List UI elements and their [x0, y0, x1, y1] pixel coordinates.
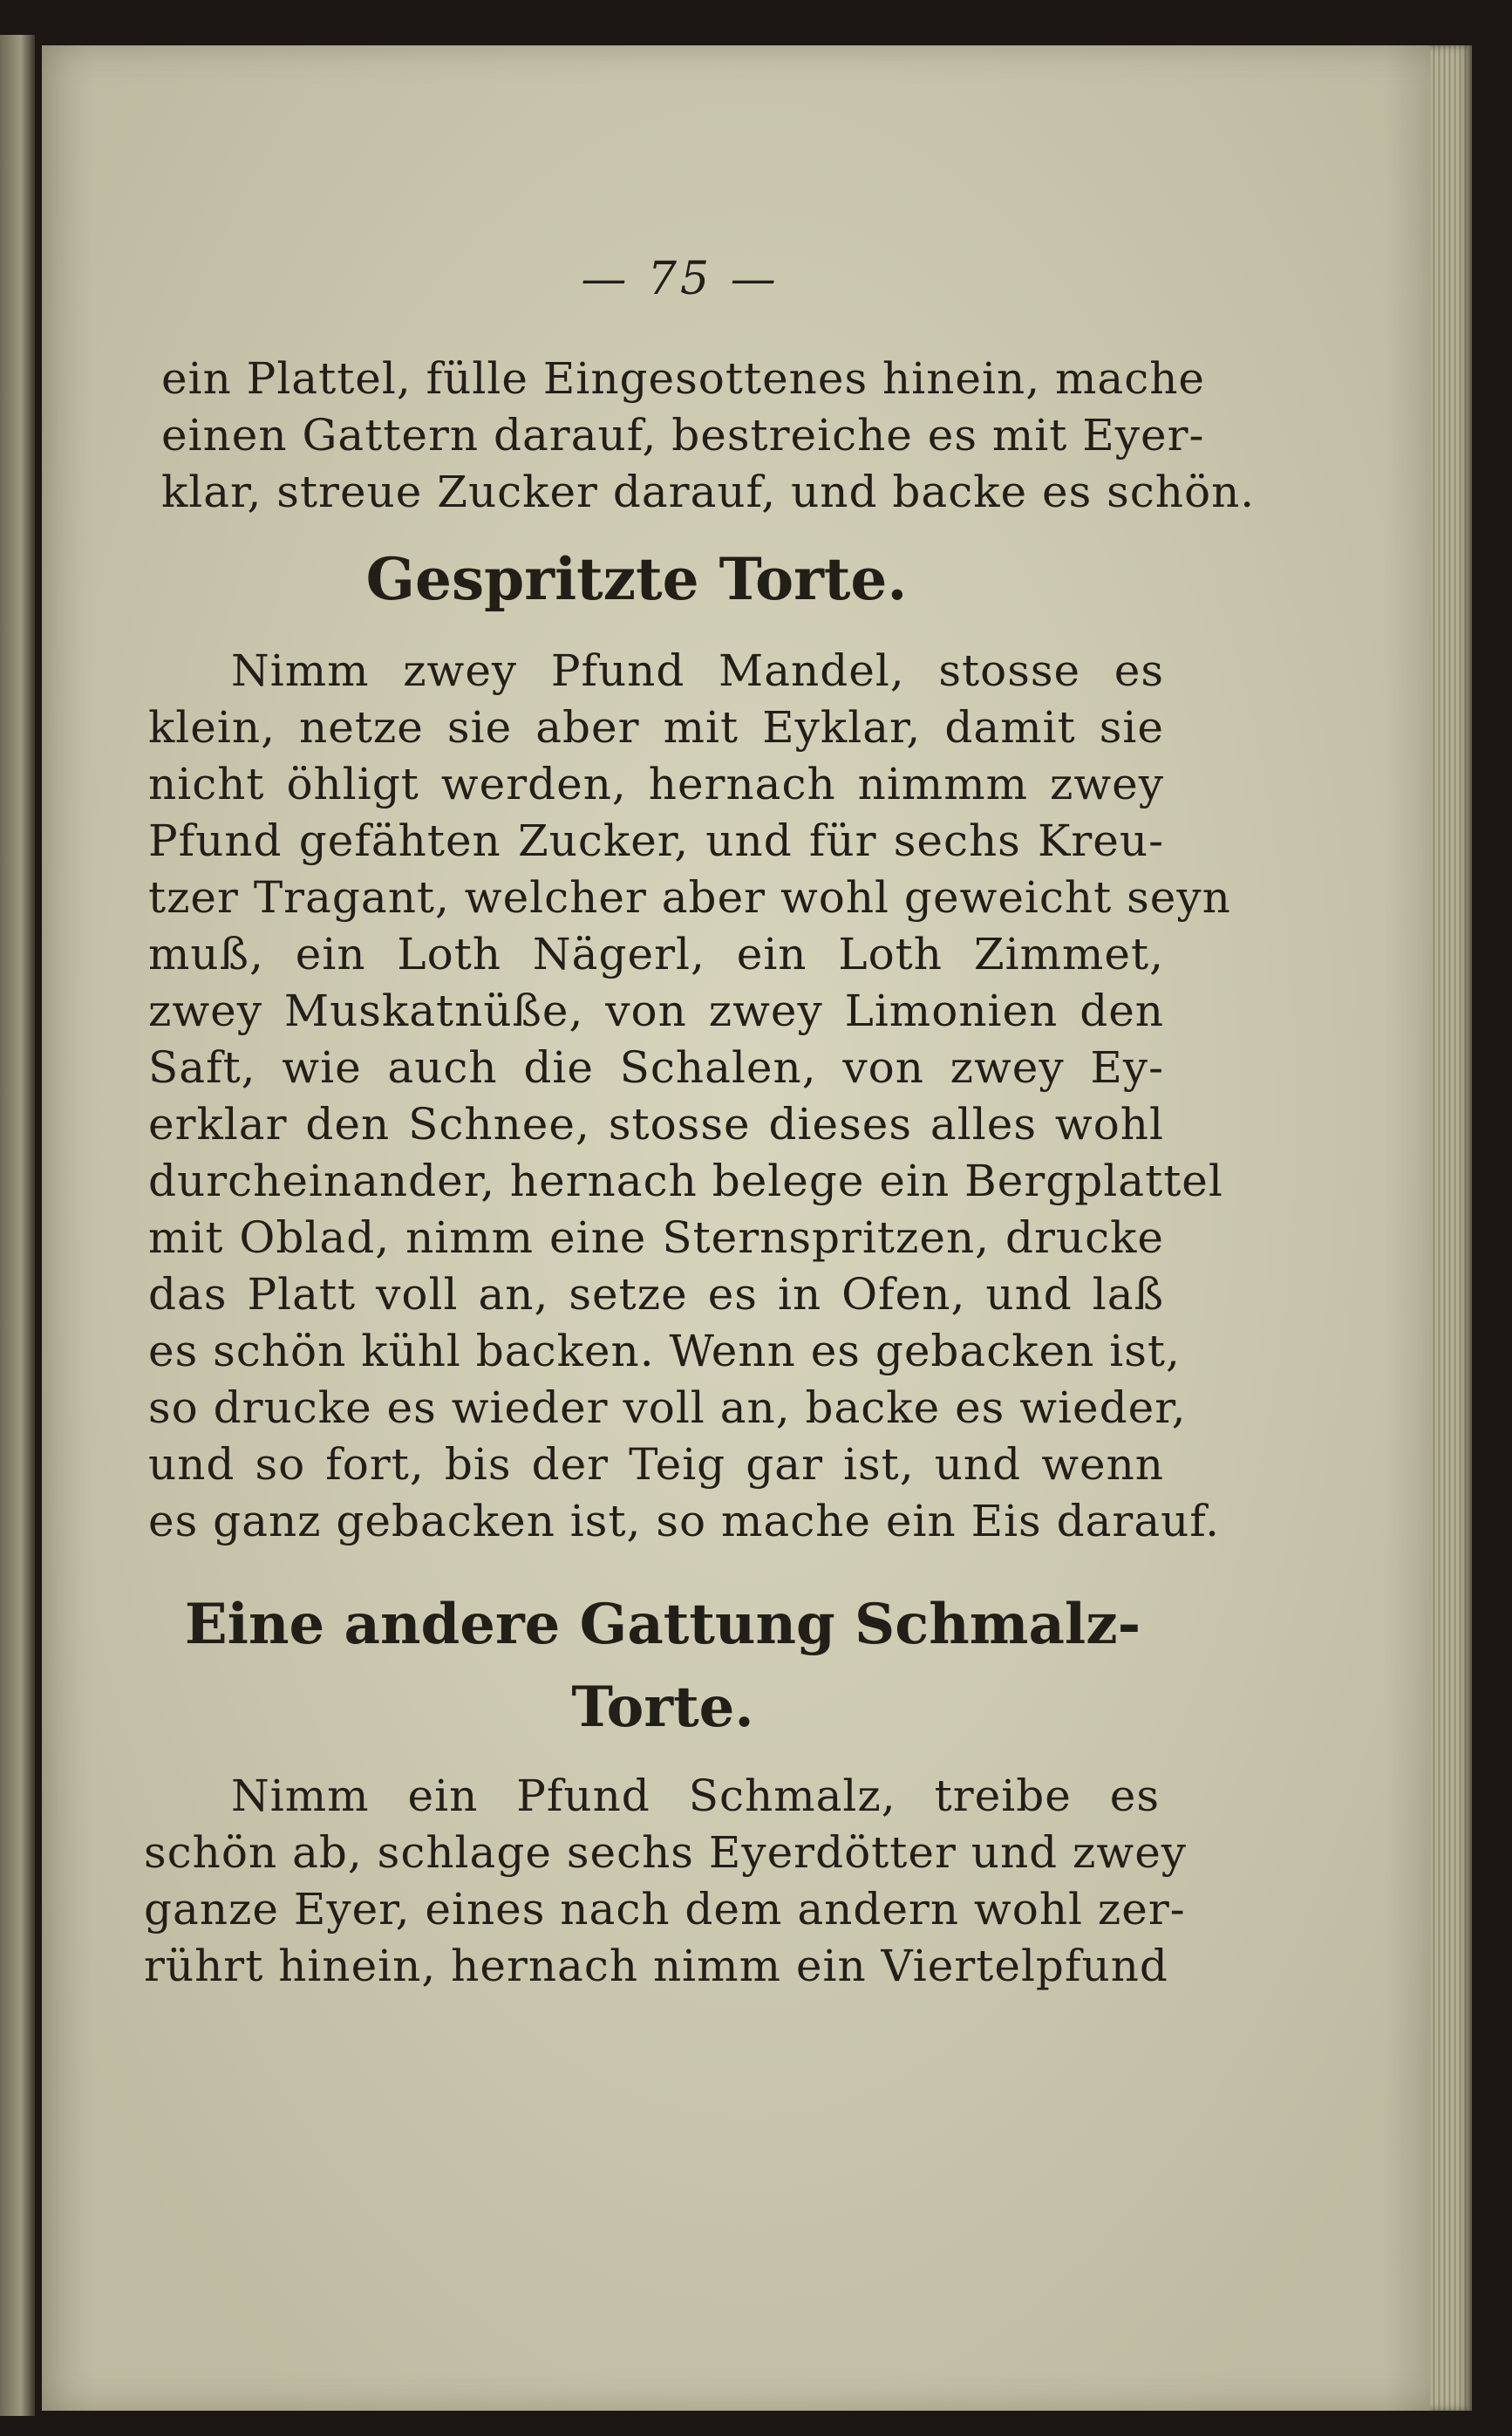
- recipe-title-schmalz-torte-line-2: Torte.: [571, 1675, 754, 1740]
- recipe1-line-10: durcheinander, hernach belege ein Bergplattel: [148, 1156, 1223, 1206]
- recipe1-line-5: tzer Tragant, welcher aber wohl geweicht seyn: [148, 872, 1231, 923]
- recipe1-line-16: es ganz gebacken ist, so mache ein Eis darauf.: [148, 1496, 1220, 1546]
- recipe1-line-1: Nimm zwey Pfund Mandel, stosse es: [231, 645, 1164, 696]
- left-page-edge: [0, 35, 35, 2416]
- recipe1-line-11: mit Oblad, nimm eine Sternspritzen, drucke: [148, 1212, 1164, 1263]
- recipe-title-schmalz-torte-line-1: Eine andere Gattung Schmalz-: [184, 1592, 1141, 1657]
- recipe1-line-3: nicht öhligt werden, hernach nimmm zwey: [148, 759, 1164, 809]
- recipe1-line-7: zwey Muskatnüße, von zwey Limonien den: [148, 986, 1164, 1036]
- recipe1-line-12: das Platt voll an, setze es in Ofen, und laß: [148, 1269, 1164, 1320]
- recipe1-line-13: es schön kühl backen. Wenn es gebacken ist,: [148, 1326, 1181, 1376]
- recipe1-line-9: erklar den Schnee, stosse dieses alles wohl: [148, 1099, 1164, 1150]
- page-number: — 75 —: [581, 253, 780, 305]
- recipe1-line-15: und so fort, bis der Teig gar ist, und wenn: [148, 1439, 1164, 1490]
- recipe1-line-2: klein, netze sie aber mit Eyklar, damit sie: [148, 702, 1164, 753]
- recipe1-line-14: so drucke es wieder voll an, backe es wieder,: [148, 1382, 1187, 1433]
- recipe2-line-3: ganze Eyer, eines nach dem andern wohl zer-: [144, 1884, 1186, 1934]
- recipe1-line-4: Pfund gefähten Zucker, und für sechs Kreu-: [148, 815, 1164, 866]
- recipe-title-gespritzte-torte: Gespritzte Torte.: [365, 545, 908, 613]
- continuation-line-3: klar, streue Zucker darauf, und backe es schön.: [161, 467, 1256, 517]
- continuation-line-1: ein Plattel, fülle Eingesottenes hinein, mache: [161, 353, 1206, 404]
- recipe2-line-1: Nimm ein Pfund Schmalz, treibe es: [231, 1771, 1160, 1821]
- right-page-edges: [1430, 45, 1472, 2411]
- recipe2-line-4: rührt hinein, hernach nimm ein Viertelpfund: [144, 1941, 1168, 1991]
- recipe1-line-8: Saft, wie auch die Schalen, von zwey Ey-: [148, 1042, 1164, 1093]
- continuation-line-2: einen Gattern darauf, bestreiche es mit Eyer-: [161, 410, 1205, 461]
- recipe1-line-6: muß, ein Loth Nägerl, ein Loth Zimmet,: [148, 929, 1164, 979]
- recipe2-line-2: schön ab, schlage sechs Eyerdötter und zwey: [144, 1827, 1188, 1878]
